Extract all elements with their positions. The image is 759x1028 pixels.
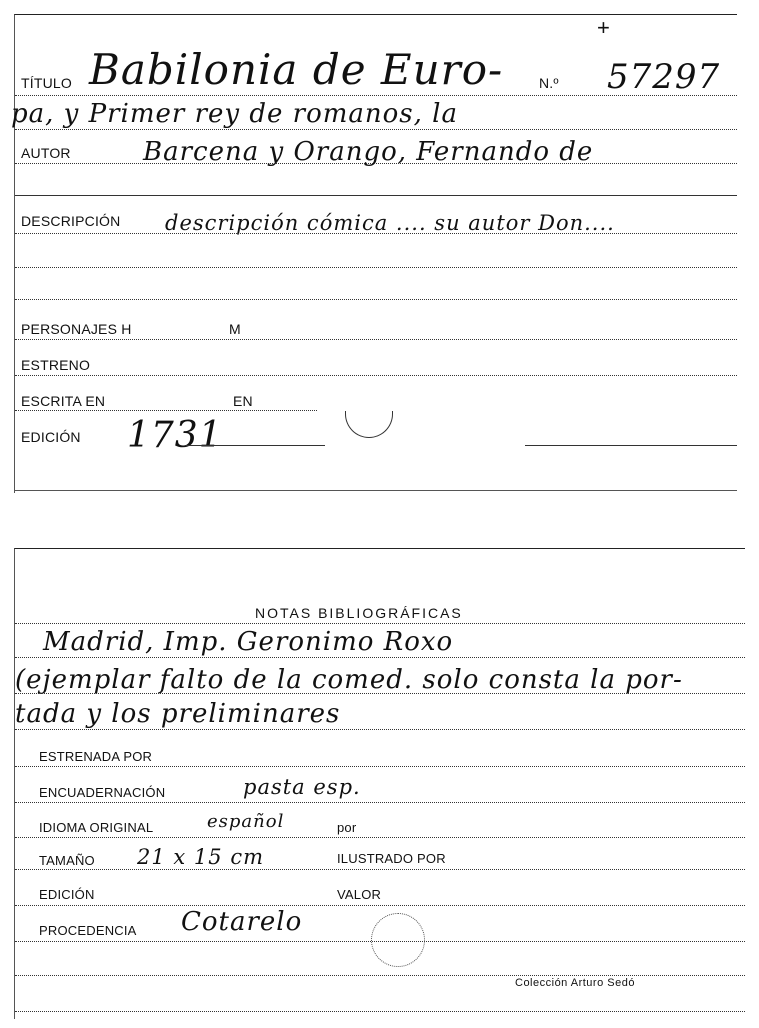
tamano-value: 21 x 15 cm: [137, 845, 264, 869]
idioma-por-label: por: [337, 820, 357, 835]
encuadernacion-label: ENCUADERNACIÓN: [39, 785, 166, 800]
rule: [15, 129, 737, 130]
rule: [15, 233, 737, 234]
collection-footer: Colección Arturo Sedó: [515, 977, 635, 989]
estrenada-label: ESTRENADA POR: [39, 749, 153, 764]
rule: [185, 445, 325, 446]
rule: [15, 837, 745, 838]
procedencia-label: PROCEDENCIA: [39, 923, 137, 938]
card-notch: [345, 411, 393, 438]
notas-heading: NOTAS BIBLIOGRÁFICAS: [255, 605, 463, 621]
notes-line-3: tada y los preliminares: [15, 699, 341, 729]
rule: [15, 693, 745, 694]
idioma-label: IDIOMA ORIGINAL: [39, 820, 154, 835]
numero-value: 57297: [607, 57, 721, 97]
titulo-continuation: pa, y Primer rey de romanos, la: [11, 99, 458, 129]
personajes-label: PERSONAJES H: [21, 321, 132, 337]
titulo-label: TÍTULO: [21, 75, 72, 91]
rule: [15, 410, 317, 411]
autor-label: AUTOR: [21, 145, 71, 161]
rule: [15, 375, 737, 376]
estreno-label: ESTRENO: [21, 357, 91, 373]
rule: [15, 299, 737, 300]
rule: [15, 339, 737, 340]
edicion-label: EDICIÓN: [21, 429, 81, 445]
escrita-en-label: ESCRITA EN: [21, 393, 106, 409]
catalog-card-front: [11, 14, 737, 493]
rule: [15, 195, 737, 196]
autor-value: Barcena y Orango, Fernando de: [143, 137, 594, 167]
tamano-label: TAMAÑO: [39, 853, 95, 868]
titulo-value: Babilonia de Euro-: [89, 45, 504, 94]
rule: [525, 445, 737, 446]
rule: [15, 163, 737, 164]
ilustrado-label: ILUSTRADO POR: [337, 851, 446, 866]
notes-line-2: (ejemplar falto de la comed. solo consta la por-: [15, 665, 683, 695]
descripcion-label: DESCRIPCIÓN: [21, 213, 121, 229]
idioma-value: español: [207, 811, 285, 832]
rule: [15, 267, 737, 268]
notes-line-1: Madrid, Imp. Geronimo Roxo: [43, 627, 454, 657]
rule: [15, 869, 745, 870]
encuadernacion-value: pasta esp.: [243, 775, 361, 799]
edicion-value: 1731: [127, 415, 223, 456]
descripcion-value: descripción cómica .... su autor Don....: [165, 211, 615, 235]
personajes-m-label: M: [229, 321, 241, 337]
edicion-label: EDICIÓN: [39, 887, 95, 902]
rule: [15, 729, 745, 730]
valor-label: VALOR: [337, 887, 382, 902]
rule: [15, 657, 745, 658]
plus-mark: +: [597, 15, 610, 40]
rule: [15, 802, 745, 803]
rule: [15, 490, 737, 491]
rule: [15, 975, 745, 976]
procedencia-value: Cotarelo: [181, 907, 303, 937]
numero-label: N.º: [539, 75, 559, 91]
rule: [15, 95, 737, 96]
rule: [15, 623, 745, 624]
card-punch-hole: [371, 913, 425, 967]
rule: [15, 905, 745, 906]
escrita-en-en-label: EN: [233, 393, 253, 409]
rule: [15, 1011, 745, 1012]
catalog-card-back: [14, 548, 745, 1019]
rule: [15, 766, 745, 767]
